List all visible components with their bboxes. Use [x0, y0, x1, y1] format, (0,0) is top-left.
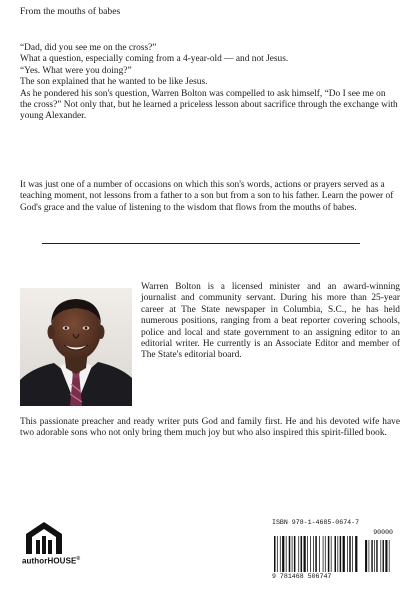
blurb-line: As he pondered his son's question, Warren Bolton was compelled to ask himself, “Do I see me on the cross?” Not only that, but he learned a priceless lesson about sacrifice through the exchange with young Alexander.: [20, 88, 398, 122]
barcode-addon-bar: [380, 540, 381, 572]
barcode-bar: [301, 536, 303, 572]
barcode-bar: [282, 536, 284, 572]
barcode-bar: [294, 536, 296, 572]
blurb-line: “Yes. What were you doing?”: [20, 65, 132, 76]
barcode-addon-bar: [371, 540, 372, 572]
barcode-bar: [347, 536, 348, 572]
blurb-line: The son explained that he wanted to be like Jesus.: [20, 77, 208, 88]
barcode-addon-bar: [389, 540, 390, 572]
barcode-bar: [286, 536, 287, 572]
blurb: [20, 43, 398, 123]
blurb-line: What a question, especially coming from a 4-year-old — and not Jesus.: [20, 54, 289, 65]
isbn-barcode: [272, 519, 393, 582]
barcode-bar: [313, 536, 314, 572]
barcode-bar: [310, 536, 311, 572]
barcode-bar: [307, 536, 308, 572]
barcode-addon-bar: [369, 540, 370, 572]
barcode-bar: [319, 536, 320, 572]
bio-paragraph: This passionate preacher and ready writer puts God and family first. He and his devoted wife have two adorable sons who not only bring them much joy but who also inspired this spirit-filled book.: [20, 417, 400, 439]
house-logo-icon: [22, 520, 66, 554]
publisher-name-text: authorHOUSE: [22, 556, 77, 566]
barcode-addon-bar: [374, 540, 375, 572]
barcode-bar: [298, 536, 299, 572]
barcode-bar: [323, 536, 324, 572]
isbn-text: ISBN 978-1-4685-0674-7: [272, 519, 360, 526]
barcode-bar: [337, 536, 338, 572]
barcode-bar: [292, 536, 293, 572]
barcode-bar: [280, 536, 281, 572]
barcode-bar: [343, 536, 345, 572]
author-photo: [20, 288, 132, 406]
barcode-bars: [272, 536, 393, 572]
barcode-bar: [355, 536, 357, 572]
publisher-name: [22, 556, 108, 566]
barcode-bar: [331, 536, 332, 572]
price-code: 90000: [373, 529, 393, 536]
author-bio-2: [20, 417, 400, 440]
barcode-bar: [277, 536, 278, 572]
barcode-bar: [274, 536, 276, 572]
barcode-bar: [335, 536, 337, 572]
registered-mark: ®: [76, 556, 81, 562]
barcode-bar: [352, 536, 353, 572]
lead-paragraph: It was just one of a number of occasions on which this son's words, actions or prayers served as a teaching moment, not lessons from a father to a son but from a son to his father. Learn the power of God's grace and the value of listening to the wisdom that flows from the mouths of babes.: [20, 180, 394, 213]
author-bio-1: [141, 282, 400, 362]
barcode-addon-bar: [365, 540, 367, 572]
publisher-logo: [22, 520, 108, 570]
bio-paragraph: Warren Bolton is a licensed minister and an award-winning journalist and community servant. During his more than 25-year career at The State newspaper in Columbia, S.C., he has held numerous positions, ranging from a beat reporter covering schools, police and local and state government to an assigning editor to an editorial writer. He currently is an Associate Editor and member of The State's editorial board.: [141, 282, 400, 361]
barcode-bar: [304, 536, 306, 572]
blurb-line: “Dad, did you see me on the cross?”: [20, 43, 157, 53]
barcode-addon-bar: [385, 540, 387, 572]
barcode-bar: [328, 536, 330, 572]
divider: [42, 243, 360, 244]
barcode-bar: [325, 536, 326, 572]
barcode-addon-bar: [383, 540, 384, 572]
barcode-digits: 9 781468 506747: [272, 573, 332, 580]
barcode-addon-bar: [376, 540, 377, 572]
barcode-bar: [340, 536, 342, 572]
barcode-bar: [315, 536, 317, 572]
author-portrait: [20, 288, 132, 406]
book-title: From the mouths of babes: [20, 6, 121, 17]
barcode-bar: [349, 536, 351, 572]
barcode-bar: [289, 536, 291, 572]
